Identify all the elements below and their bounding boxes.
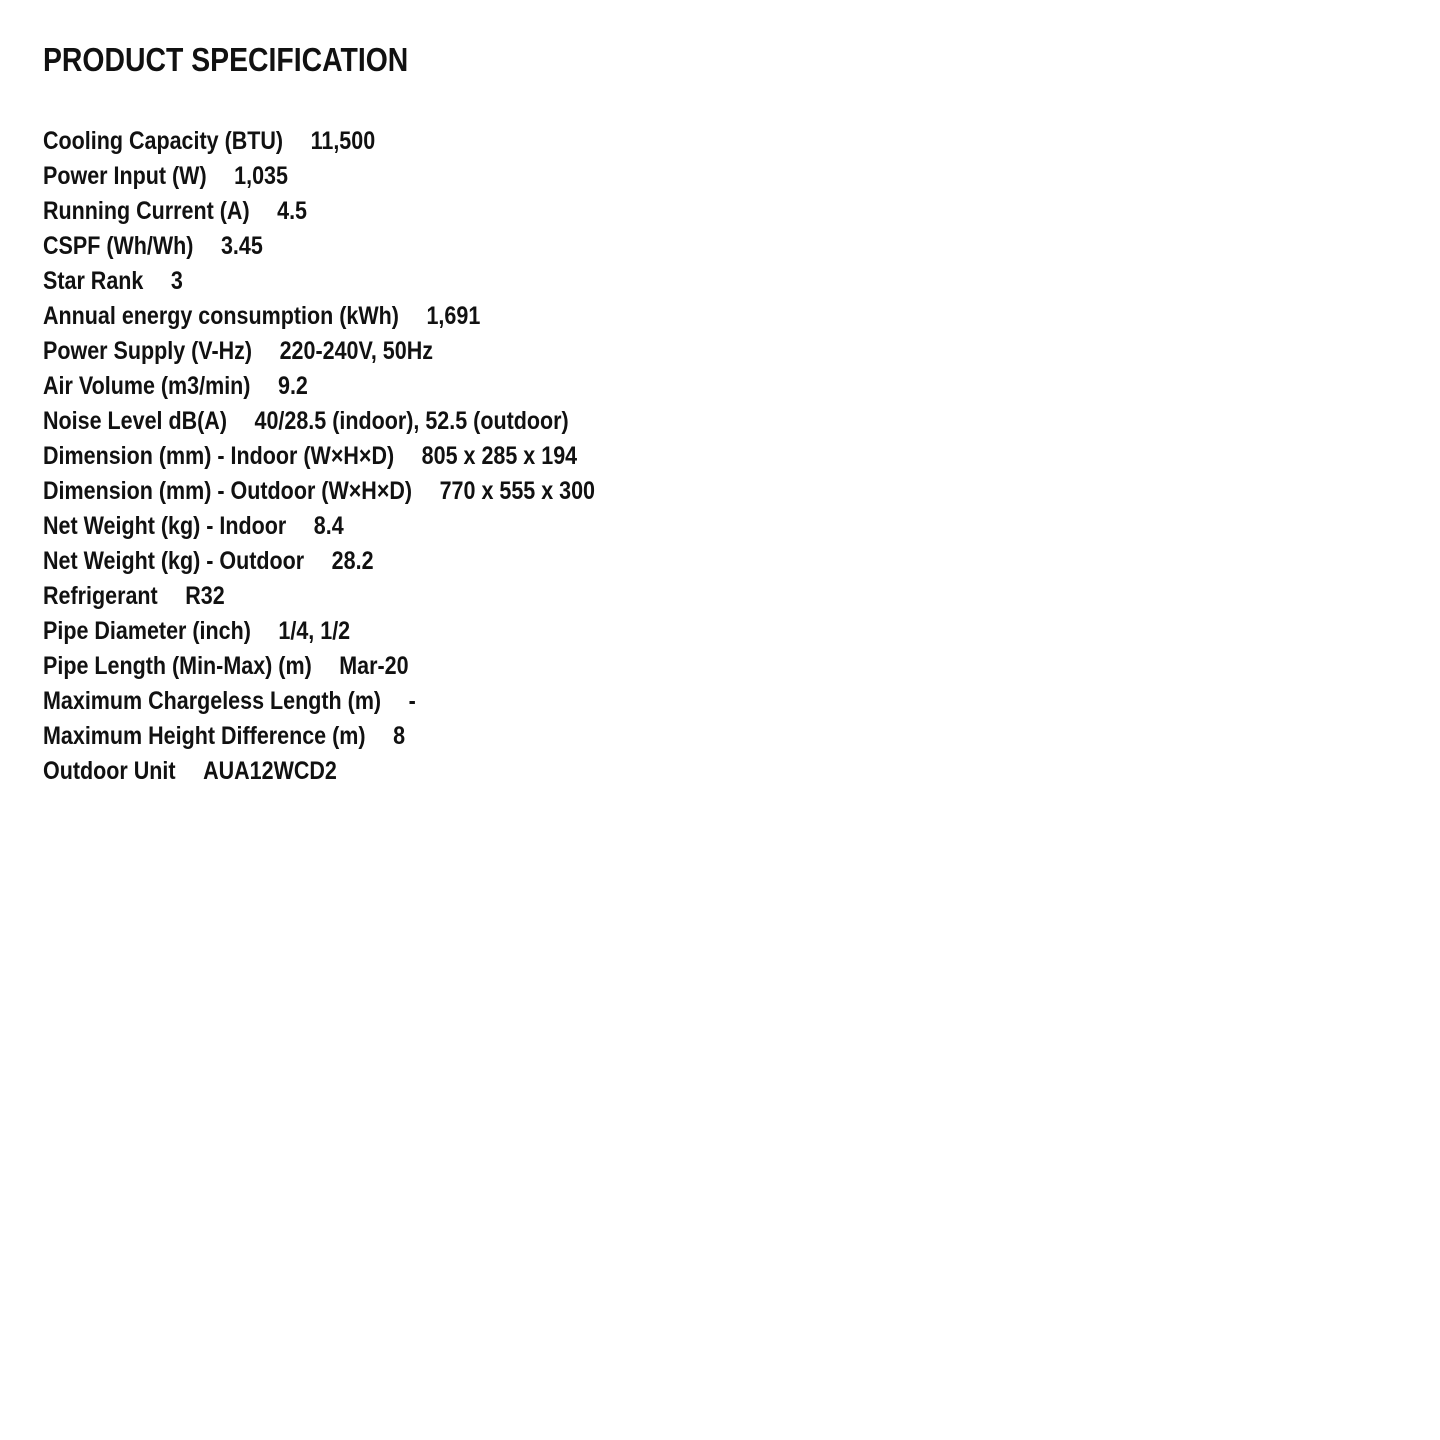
spec-row-cooling-capacity [43,124,595,159]
spec-label: Refrigerant [43,582,158,610]
spec-row-power-input [43,159,595,194]
spec-value: 1,035 [234,162,288,190]
spec-row-outdoor-unit [43,754,595,789]
spec-row-cspf [43,229,595,264]
spec-value: 1,691 [426,302,481,330]
spec-row-air-volume [43,369,595,404]
spec-row-max-chargeless-length [43,684,595,719]
spec-row-running-current [43,194,595,229]
spec-value: 8.4 [313,512,344,540]
spec-row-star-rank [43,264,595,299]
spec-label: Running Current (A) [43,197,250,225]
spec-row-pipe-diameter [43,614,595,649]
spec-label: Outdoor Unit [43,757,176,785]
spec-value: 11,500 [310,127,376,155]
spec-row-annual-energy [43,299,595,334]
spec-label: Pipe Length (Min-Max) (m) [43,652,312,680]
spec-label: Pipe Diameter (inch) [43,617,251,645]
spec-value: 40/28.5 (indoor), 52.5 (outdoor) [254,407,569,435]
spec-value: 8 [393,722,406,750]
spec-value: 805 x 285 x 194 [421,442,578,470]
spec-value: 4.5 [277,197,308,225]
spec-row-pipe-length [43,649,595,684]
spec-value: Mar-20 [339,652,409,680]
spec-value: 3 [170,267,183,295]
spec-value: 770 x 555 x 300 [439,477,596,505]
spec-label: Star Rank [43,267,144,295]
spec-list [43,124,685,789]
spec-value: AUA12WCD2 [203,757,337,785]
spec-value: 3.45 [220,232,263,260]
spec-value: 1/4, 1/2 [278,617,351,645]
spec-label: Noise Level dB(A) [43,407,227,435]
spec-page [43,38,1393,785]
spec-value: R32 [185,582,225,610]
spec-label: CSPF (Wh/Wh) [43,232,194,260]
spec-label: Net Weight (kg) - Indoor [43,512,287,540]
spec-row-noise-level [43,404,595,439]
spec-row-max-height-difference [43,719,595,754]
spec-label: Net Weight (kg) - Outdoor [43,547,305,575]
spec-value: - [408,687,416,715]
spec-label: Dimension (mm) - Indoor (W×H×D) [43,442,395,470]
spec-label: Cooling Capacity (BTU) [43,127,284,155]
spec-row-net-weight-outdoor [43,544,595,579]
spec-label: Maximum Height Difference (m) [43,722,366,750]
spec-row-dimension-outdoor [43,474,595,509]
spec-label: Air Volume (m3/min) [43,372,251,400]
spec-value: 220-240V, 50Hz [279,337,433,365]
spec-label: Dimension (mm) - Outdoor (W×H×D) [43,477,413,505]
spec-row-power-supply [43,334,595,369]
spec-value: 9.2 [277,372,308,400]
page-title: PRODUCT SPECIFICATION [43,41,409,78]
spec-row-refrigerant [43,579,595,614]
spec-label: Power Supply (V-Hz) [43,337,253,365]
spec-value: 28.2 [331,547,374,575]
spec-row-net-weight-indoor [43,509,595,544]
spec-row-dimension-indoor [43,439,595,474]
spec-label: Power Input (W) [43,162,207,190]
spec-label: Annual energy consumption (kWh) [43,302,399,330]
spec-label: Maximum Chargeless Length (m) [43,687,382,715]
